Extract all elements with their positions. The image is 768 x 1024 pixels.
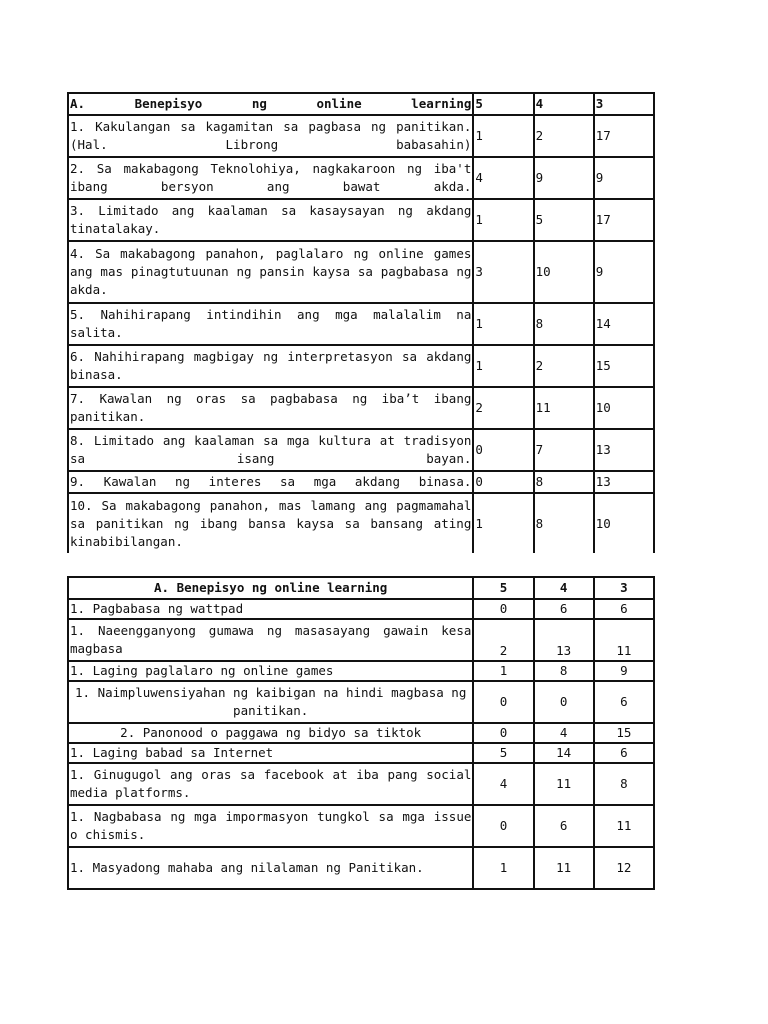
row-value-3: 9: [594, 157, 654, 199]
row-value-5: 0: [473, 429, 533, 471]
row-statement: 10. Sa makabagong panahon, mas lamang ang pagmamahal sa panitikan ng ibang bansa kaysa sa bansang ating kinabibilangan.: [68, 493, 473, 553]
table-row: [68, 115, 654, 157]
row-value-5: 0: [473, 681, 533, 723]
row-value-3: 6: [594, 599, 654, 619]
row-value-4: 8: [534, 471, 594, 493]
table-row: [68, 303, 654, 345]
row-value-4: 14: [534, 743, 594, 763]
header-title: A. Benepisyo ng online learning: [68, 93, 473, 115]
row-value-3: 6: [594, 743, 654, 763]
table-row: [68, 493, 654, 553]
row-statement: 4. Sa makabagong panahon, paglalaro ng online games ang mas pinagtutuunan ng pansin kaysa sa pagbabasa ng akda.: [68, 241, 473, 303]
row-value-4: 2: [534, 345, 594, 387]
row-value-4: 7: [534, 429, 594, 471]
row-statement: 1. Kakulangan sa kagamitan sa pagbasa ng panitikan. (Hal. Librong babasahin): [68, 115, 473, 157]
row-value-3: 11: [594, 619, 654, 661]
header-col-4: 4: [534, 577, 594, 599]
table-row: [68, 429, 654, 471]
row-value-3: 15: [594, 345, 654, 387]
row-value-4: 6: [534, 805, 594, 847]
table-row: [68, 199, 654, 241]
table-row: [68, 387, 654, 429]
row-value-3: 9: [594, 241, 654, 303]
row-value-4: 5: [534, 199, 594, 241]
table-row: [68, 681, 654, 723]
row-value-4: 13: [534, 619, 594, 661]
survey-table-1: [67, 92, 655, 553]
row-value-5: 2: [473, 619, 533, 661]
row-value-4: 10: [534, 241, 594, 303]
row-value-5: 1: [473, 493, 533, 553]
row-value-4: 8: [534, 493, 594, 553]
table-row: [68, 661, 654, 681]
row-value-3: 8: [594, 763, 654, 805]
row-value-5: 1: [473, 661, 533, 681]
row-statement: 1. Nagbabasa ng mga impormasyon tungkol sa mga issue o chismis.: [68, 805, 473, 847]
table-row: [68, 847, 654, 889]
row-value-5: 0: [473, 471, 533, 493]
row-value-3: 10: [594, 493, 654, 553]
row-statement: 9. Kawalan ng interes sa mga akdang binasa.: [68, 471, 473, 493]
row-value-4: 4: [534, 723, 594, 743]
row-value-4: 8: [534, 303, 594, 345]
row-value-5: 0: [473, 723, 533, 743]
row-value-5: 4: [473, 157, 533, 199]
row-value-5: 1: [473, 303, 533, 345]
row-value-4: 11: [534, 387, 594, 429]
row-value-3: 12: [594, 847, 654, 889]
row-statement: 1. Laging babad sa Internet: [68, 743, 473, 763]
row-value-5: 1: [473, 115, 533, 157]
row-value-4: 0: [534, 681, 594, 723]
row-statement: 5. Nahihirapang intindihin ang mga malalalim na salita.: [68, 303, 473, 345]
row-value-3: 9: [594, 661, 654, 681]
row-statement: 6. Nahihirapang magbigay ng interpretasyon sa akdang binasa.: [68, 345, 473, 387]
row-statement: 1. Pagbabasa ng wattpad: [68, 599, 473, 619]
row-value-5: 2: [473, 387, 533, 429]
row-value-3: 17: [594, 199, 654, 241]
row-statement: 1. Laging paglalaro ng online games: [68, 661, 473, 681]
table-row: [68, 619, 654, 661]
table-row: [68, 723, 654, 743]
row-value-3: 13: [594, 471, 654, 493]
table-row: [68, 241, 654, 303]
row-value-5: 1: [473, 345, 533, 387]
row-statement: 7. Kawalan ng oras sa pagbabasa ng iba’t ibang panitikan.: [68, 387, 473, 429]
row-value-5: 3: [473, 241, 533, 303]
row-statement: 1. Naeengganyong gumawa ng masasayang gawain kesa magbasa: [68, 619, 473, 661]
table-row: [68, 805, 654, 847]
header-title: A. Benepisyo ng online learning: [68, 577, 473, 599]
table-row: [68, 599, 654, 619]
table-header-row: [68, 577, 654, 599]
header-col-3: 3: [594, 577, 654, 599]
row-statement: 1. Masyadong mahaba ang nilalaman ng Panitikan.: [68, 847, 473, 889]
table-row: [68, 743, 654, 763]
row-statement: 1. Ginugugol ang oras sa facebook at iba pang social media platforms.: [68, 763, 473, 805]
header-col-5: 5: [473, 577, 533, 599]
row-statement: 3. Limitado ang kaalaman sa kasaysayan ng akdang tinatalakay.: [68, 199, 473, 241]
row-value-4: 6: [534, 599, 594, 619]
row-value-4: 9: [534, 157, 594, 199]
row-value-5: 1: [473, 199, 533, 241]
row-value-3: 11: [594, 805, 654, 847]
row-value-3: 17: [594, 115, 654, 157]
row-statement: 2. Panonood o paggawa ng bidyo sa tiktok: [68, 723, 473, 743]
row-value-3: 14: [594, 303, 654, 345]
row-value-5: 5: [473, 743, 533, 763]
row-statement: 2. Sa makabagong Teknolohiya, nagkakaroon ng iba't ibang bersyon ang bawat akda.: [68, 157, 473, 199]
row-value-5: 1: [473, 847, 533, 889]
row-value-3: 15: [594, 723, 654, 743]
table-row: [68, 157, 654, 199]
header-col-3: 3: [594, 93, 654, 115]
row-value-4: 11: [534, 763, 594, 805]
table-row: [68, 763, 654, 805]
table-row: [68, 471, 654, 493]
row-statement: 8. Limitado ang kaalaman sa mga kultura at tradisyon sa isang bayan.: [68, 429, 473, 471]
table-row: [68, 345, 654, 387]
row-statement: 1. Naimpluwensiyahan ng kaibigan na hindi magbasa ng panitikan.: [68, 681, 473, 723]
row-value-3: 10: [594, 387, 654, 429]
survey-table-2: [67, 576, 655, 890]
row-value-5: 4: [473, 763, 533, 805]
row-value-5: 0: [473, 805, 533, 847]
row-value-4: 2: [534, 115, 594, 157]
header-col-4: 4: [534, 93, 594, 115]
table-header-row: [68, 93, 654, 115]
row-value-3: 6: [594, 681, 654, 723]
row-value-4: 8: [534, 661, 594, 681]
row-value-5: 0: [473, 599, 533, 619]
row-value-3: 13: [594, 429, 654, 471]
row-value-4: 11: [534, 847, 594, 889]
header-col-5: 5: [473, 93, 533, 115]
